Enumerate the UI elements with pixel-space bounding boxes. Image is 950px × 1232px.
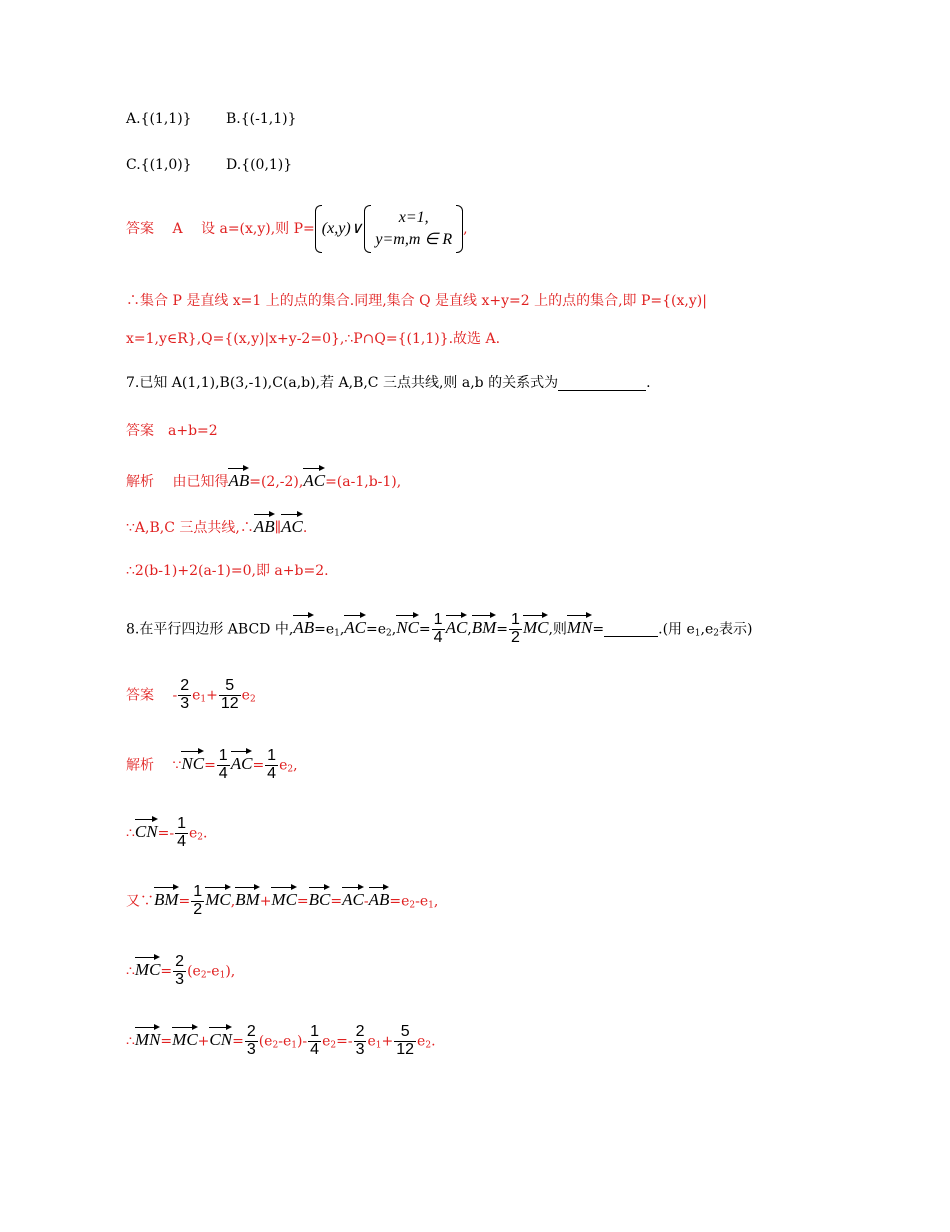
numerator: 1	[177, 815, 186, 832]
q8-analysis-3: 又∵BM= $\frac{1}{2}$ $MC,BM+MC=BC=AC-AB=e_2-e_1$,	[126, 883, 439, 918]
denominator: 3	[175, 970, 185, 988]
option-b: B.{(-1,1)}	[226, 111, 297, 127]
analysis-label: 解析	[126, 757, 154, 774]
equals: =	[252, 757, 265, 774]
q8-text: .(用 e	[658, 621, 695, 638]
analysis-text: =(a-1,b-1),	[325, 474, 402, 490]
q7-analysis-3: ∴2(b-1)+2(a-1)=0,即 a+b=2.	[126, 563, 329, 579]
q8-text: 表示)	[719, 621, 753, 638]
vector-mc: MC	[523, 613, 549, 636]
analysis-text: =(2,-2),	[249, 474, 304, 490]
denominator: 4	[218, 764, 228, 782]
denominator: 12	[220, 694, 239, 712]
q8-text: =	[418, 621, 431, 638]
answer-trail: ,	[463, 221, 468, 237]
e-symbol: e	[401, 893, 410, 910]
numerator: 2	[180, 677, 190, 694]
vector-ac: AC	[446, 613, 468, 636]
vector-ac: AC	[281, 512, 303, 535]
q7-end: .	[646, 375, 651, 391]
numerator: 2	[246, 1023, 256, 1040]
answer-value: A	[172, 221, 183, 237]
paren-e: (e	[187, 963, 201, 980]
q7-analysis-1	[126, 466, 401, 489]
vector-bm: BM	[472, 613, 497, 636]
set-builder	[315, 205, 463, 253]
denominator: 12	[396, 1040, 415, 1058]
numerator: 2	[355, 1023, 365, 1040]
numerator: 2	[175, 953, 185, 970]
answer-value: a+b=2	[168, 423, 218, 439]
analysis-text: 又∵	[126, 893, 154, 910]
subscript: 2	[409, 900, 416, 911]
vector-ac: AC	[231, 749, 253, 772]
vector-ab: AB	[254, 512, 275, 535]
vector-cn: CN	[209, 1025, 232, 1048]
e-symbol: e	[241, 687, 250, 704]
e-symbol: e	[417, 1033, 426, 1050]
vector-cn: CN	[135, 817, 158, 840]
vector-nc: NC	[181, 749, 204, 772]
paren-e: (e	[258, 1033, 273, 1050]
option-a: A.{(1,1)}	[126, 111, 192, 127]
denominator: 4	[433, 628, 443, 646]
denominator: 2	[511, 628, 520, 646]
numerator: 5	[219, 678, 241, 696]
q8-analysis-4: ∴MC= $\frac{2}{3}$ $(e_2-e_1)$,	[126, 953, 236, 988]
option-d: D.{(0,1)}	[226, 157, 293, 173]
vector-nc: NC	[396, 613, 419, 636]
vector-ac: AC	[303, 466, 325, 489]
answer-blank	[558, 376, 646, 391]
analysis-text: 由已知得	[172, 474, 229, 490]
vector-mn: MN	[567, 613, 593, 636]
subscript: 2	[386, 628, 392, 639]
fraction	[219, 678, 241, 713]
answer-blank	[604, 622, 658, 637]
numerator: 1	[511, 611, 520, 628]
fraction	[217, 748, 230, 783]
subscript: 1	[428, 900, 434, 911]
q8-analysis-1: 解析 ∵NC= $\frac{1}{4}$ AC= $\frac{1}{4}$ $e_2$,	[126, 747, 298, 782]
equals: =	[160, 963, 173, 980]
q8-text: =e	[366, 621, 387, 638]
denominator: 3	[180, 694, 190, 712]
answer-label: 答案	[126, 687, 154, 704]
analysis-text: ∵A,B,C 三点共线,∴	[126, 520, 254, 536]
vector-bc: BC	[309, 885, 331, 908]
plus: +	[206, 687, 218, 704]
fraction	[245, 1024, 258, 1059]
subscript: 2	[200, 970, 207, 981]
fraction	[173, 954, 186, 989]
subscript: 2	[425, 1040, 432, 1051]
subscript: 2	[272, 1040, 279, 1051]
q8-question: 8.在平行四边形 ABCD 中$,AB=e_1,AC=e_2,NC=$ $\frac{1}{4}$ AC,BM= $\frac{1}{2}$ MC,则MN= .(用 $e_1,e_2$表示)	[126, 611, 753, 646]
q7-question	[126, 376, 651, 391]
subscript: 1	[219, 970, 226, 981]
answer-label: 答案	[126, 221, 154, 237]
equals: =-	[157, 825, 175, 842]
q7-text: 7.已知 A(1,1),B(3,-1),C(a,b),若 A,B,C 三点共线,则 a,b 的关系式为	[126, 375, 559, 391]
fraction	[178, 678, 191, 713]
vector-mc: MC	[172, 1025, 198, 1048]
q7-analysis-2	[126, 512, 307, 535]
q6-line-2: ∴集合 P 是直线 x=1 上的点的集合.同理,集合 Q 是直线 x+y=2 上的点的集合,即 P={(x,y)|	[126, 293, 707, 309]
numerator: 1	[218, 747, 228, 764]
subscript: 2	[197, 832, 204, 843]
vector-ab: AB	[228, 466, 249, 489]
answer-lead: 设 a=(x,y),则 P=	[201, 221, 315, 237]
equals: =	[204, 757, 216, 774]
e-symbol: e	[192, 687, 201, 704]
numerator: 1	[433, 611, 443, 628]
q8-answer	[126, 678, 256, 713]
subscript: 2	[287, 764, 294, 775]
denominator: 2	[193, 900, 203, 918]
parallel-symbol: ∥	[274, 520, 282, 536]
denominator: 3	[355, 1040, 365, 1058]
denominator: 3	[246, 1040, 256, 1058]
vector-ac: AC	[344, 613, 366, 636]
system-row-1: x=1,	[398, 209, 429, 226]
vector-bm: BM	[235, 885, 260, 908]
fraction	[509, 612, 522, 647]
minus: -	[172, 687, 178, 704]
fraction	[394, 1024, 416, 1059]
subscript: 1	[694, 628, 701, 639]
subscript: 2	[713, 628, 719, 639]
equals: =	[178, 893, 191, 910]
vector-mc: MC	[271, 885, 297, 908]
denominator: 4	[310, 1040, 320, 1058]
e-symbol: e	[279, 757, 288, 774]
denominator: 4	[177, 832, 186, 850]
e-symbol: e	[188, 825, 198, 842]
q6-answer-line	[126, 205, 468, 253]
fraction	[354, 1024, 367, 1059]
set-vars: (x,y)∨	[321, 220, 363, 237]
subscript: 1	[375, 1040, 382, 1051]
therefore-symbol: ∴	[126, 1033, 135, 1050]
numerator: 1	[193, 883, 203, 900]
because-symbol: ∵	[172, 757, 182, 774]
q8-analysis-2: ∴CN=- $\frac{1}{4}$ $e_2$.	[126, 815, 208, 850]
option-c: C.{(1,0)}	[126, 157, 192, 173]
fraction	[175, 816, 188, 851]
therefore-symbol: ∴	[126, 825, 135, 842]
fraction	[191, 884, 204, 919]
e-symbol: e	[367, 1033, 376, 1050]
q8-text: =	[592, 621, 605, 638]
vector-bm: BM	[154, 885, 179, 908]
analysis-text: .	[302, 520, 308, 536]
vector-ab: AB	[369, 885, 390, 908]
e-symbol: e	[322, 1033, 331, 1050]
vector-mc: MC	[135, 955, 161, 978]
q8-text: =e	[314, 621, 335, 638]
q8-analysis-5: ∴MN=MC+CN= $\frac{2}{3}$ $(e_2-e_1)-$ $\frac{1}{4}$ $e_2=-$ $\frac{2}{3}$ $e_1+$ $\frac{5}{12}$ $e_2$.	[126, 1023, 436, 1058]
q8-text: =	[496, 621, 509, 638]
therefore-symbol: ∴	[126, 963, 135, 980]
numerator: 5	[394, 1024, 416, 1042]
q7-answer	[126, 424, 218, 438]
subscript: 1	[291, 1040, 297, 1051]
fraction	[308, 1024, 321, 1059]
numerator: 1	[267, 747, 277, 764]
denominator: 4	[267, 764, 277, 782]
fraction	[432, 612, 445, 647]
subscript: 1	[200, 694, 207, 705]
answer-label: 答案	[126, 423, 154, 439]
fraction	[265, 748, 278, 783]
vector-ab: AB	[293, 613, 314, 636]
e-symbol: e	[419, 893, 429, 910]
analysis-label: 解析	[126, 474, 154, 490]
vector-mc: MC	[205, 885, 231, 908]
vector-mn: MN	[135, 1025, 161, 1048]
subscript: 2	[249, 694, 256, 705]
e-symbol: e	[211, 963, 220, 980]
numerator: 1	[310, 1023, 320, 1040]
q8-text: ,e	[700, 621, 714, 638]
subscript: 1	[334, 628, 340, 639]
subscript: 2	[330, 1040, 337, 1051]
q8-text: 8.在平行四边形 ABCD 中,	[126, 621, 294, 638]
q8-text: ,则	[548, 621, 567, 638]
q6-line-3: x=1,y∈R},Q={(x,y)|x+y-2=0},∴P∩Q={(1,1)}.故选 A.	[126, 331, 501, 347]
e-symbol: e	[282, 1033, 292, 1050]
vector-ac: AC	[342, 885, 364, 908]
system-row-2: y=m,m ∈ R	[375, 231, 453, 248]
